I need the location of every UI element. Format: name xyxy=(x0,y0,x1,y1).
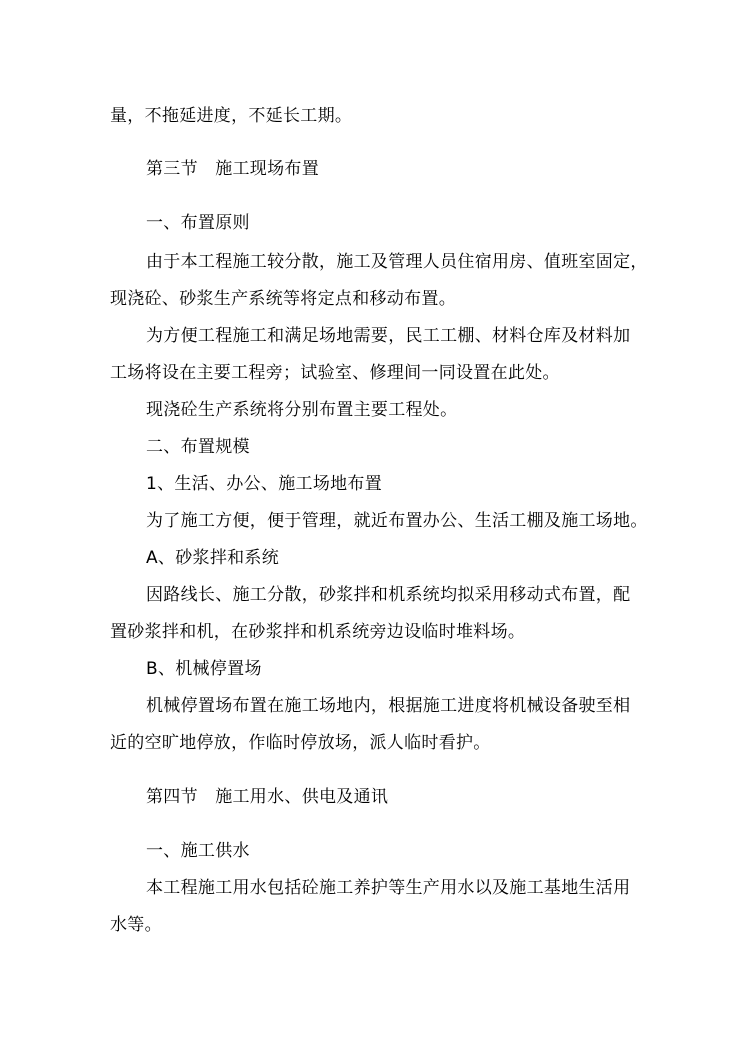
subheading-mortar-system: A、砂浆拌和系统 xyxy=(146,548,280,568)
subheading-layout-scale: 二、布置规模 xyxy=(146,437,250,457)
paragraph-line: 工场将设在主要工程旁；试验室、修理间一同设置在此处。 xyxy=(110,363,560,383)
paragraph-line: 因路线长、施工分散，砂浆拌和机系统均拟采用移动式布置，配 xyxy=(146,585,631,605)
paragraph-line: 现浇砼、砂浆生产系统等将定点和移动布置。 xyxy=(110,289,456,309)
paragraph-line: 现浇砼生产系统将分别布置主要工程处。 xyxy=(146,400,458,420)
section-heading-4: 第四节 施工用水、供电及通讯 xyxy=(146,787,389,807)
paragraph-line: 为了施工方便，便于管理，就近布置办公、生活工棚及施工场地。 xyxy=(146,511,648,531)
subheading-water-supply: 一、施工供水 xyxy=(146,841,250,861)
subheading-site-layout: 1、生活、办公、施工场地布置 xyxy=(146,474,383,494)
section-heading-3: 第三节 施工现场布置 xyxy=(146,159,319,179)
paragraph-line: 机械停置场布置在施工场地内，根据施工进度将机械设备驶至相 xyxy=(146,696,631,716)
paragraph-line: 水等。 xyxy=(110,915,162,935)
paragraph-line: 近的空旷地停放，作临时停放场，派人临时看护。 xyxy=(110,733,491,753)
paragraph-continuation: 量，不拖延进度，不延长工期。 xyxy=(110,106,353,126)
paragraph-line: 置砂浆拌和机，在砂浆拌和机系统旁边设临时堆料场。 xyxy=(110,622,526,642)
subheading-layout-principle: 一、布置原则 xyxy=(146,213,250,233)
paragraph-line: 为方便工程施工和满足场地需要，民工工棚、材料仓库及材料加 xyxy=(146,326,631,346)
subheading-machine-yard: B、机械停置场 xyxy=(146,659,262,679)
paragraph-line: 由于本工程施工较分散，施工及管理人员住宿用房、值班室固定， xyxy=(146,252,648,272)
paragraph-line: 本工程施工用水包括砼施工养护等生产用水以及施工基地生活用 xyxy=(146,878,631,898)
